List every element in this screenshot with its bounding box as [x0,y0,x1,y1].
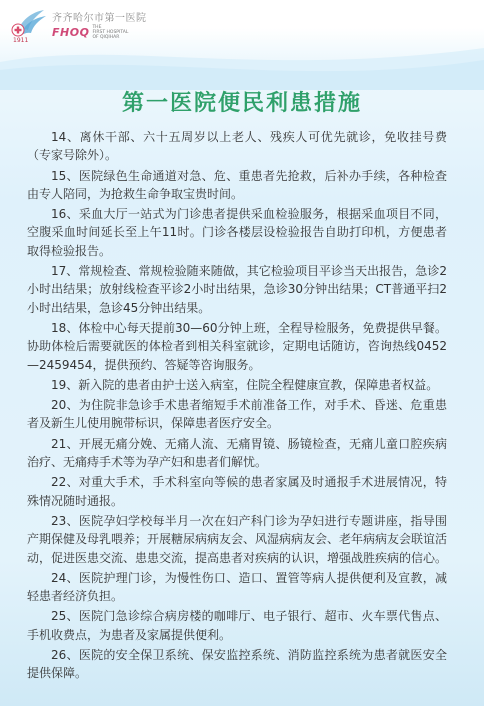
measure-item: 19、新入院的患者由护士送入病室，住院全程健康宣教，保障患者权益。 [51,377,439,392]
brand-en-line: THE [92,25,102,30]
founding-year: 1911 [13,37,29,44]
measure-item: 21、开展无痛分娩、无痛人流、无痛胃镜、肠镜检查，无痛儿童口腔疾病治疗、无痛痔手术等为孕产妇和患者们解忧。 [27,436,447,470]
measure-item: 20、为住院非急诊手术患者缩短手术前准备工作，对手术、昏迷、危重患者及新生儿使用腕带标识，保障患者医疗安全。 [27,398,447,431]
logo-text [52,12,147,40]
hospital-logo [10,6,50,46]
measure-item: 16、采血大厅一站式为门诊患者提供采血检验服务，根据采血项目不同，空腹采血时间延长至上午11时。门诊各楼层设检验报告自助打印机，方便患者取得检验报告。 [27,207,447,258]
measure-item: 17、常规检查、常规检验随来随做，其它检验项目平诊当天出报告，急诊2小时出结果；放射线检查平诊2小时出结果，急诊30分钟出结果；CT普通平扫2小时出结果，急诊45分钟出结果。 [27,264,447,315]
brand-abbreviation: FHOQ [52,26,90,39]
measure-item: 25、医院门急诊综合病房楼的咖啡厅、电子银行、超市、火车票代售点、手机收费点，为患者及家属提供便利。 [27,609,447,642]
brand-en-line: FIRST HOSPITAL [92,30,129,35]
measure-item: 15、医院绿色生命通道对急、危、重患者先抢救，后补办手续，各种检查由专人陪同，为抢救生命争取宝贵时间。 [27,168,447,201]
brand-row [52,25,147,40]
measure-item: 22、对重大手术，手术科室向等候的患者家属及时通报手术进展情况，特殊情况随时通报。 [27,475,447,508]
brand-english-name [92,25,128,40]
measure-item: 18、体检中心每天提前30—60分钟上班，全程导检服务，免费提供早餐。协助体检后需要就医的体检者到相关科室就诊，定期电话随访，咨询热线0452—2459454，提供预约、答疑等咨询服务。 [27,320,447,372]
measures-list [27,128,447,685]
measure-item: 26、医院的安全保卫系统、保安监控系统、消防监控系统为患者就医安全提供保障。 [27,648,447,681]
measure-item: 24、医院护理门诊，为慢性伤口、造口、置管等病人提供便利及宣教，减轻患者经济负担。 [27,570,447,604]
measure-item: 14、离休干部、六十五周岁以上老人、残疾人可优先就诊，免收挂号费（专家号除外）。 [27,130,447,163]
measure-item: 23、医院孕妇学校每半月一次在妇产科门诊为孕妇进行专题讲座，指导围产期保健及母乳喂养；开展糖尿病病友会、风湿病病友会、老年病病友会联谊活动，促进医患交流、患患交流，提高患者对疾病的认识，增强战胜疾病的信心。 [27,513,448,565]
hospital-name: 齐齐哈尔市第一医院 [52,13,147,24]
hospital-header [10,6,310,46]
brand-en-line: OF QIQIHAR [92,35,120,40]
page-title: 第一医院便民利患措施 [121,91,362,116]
